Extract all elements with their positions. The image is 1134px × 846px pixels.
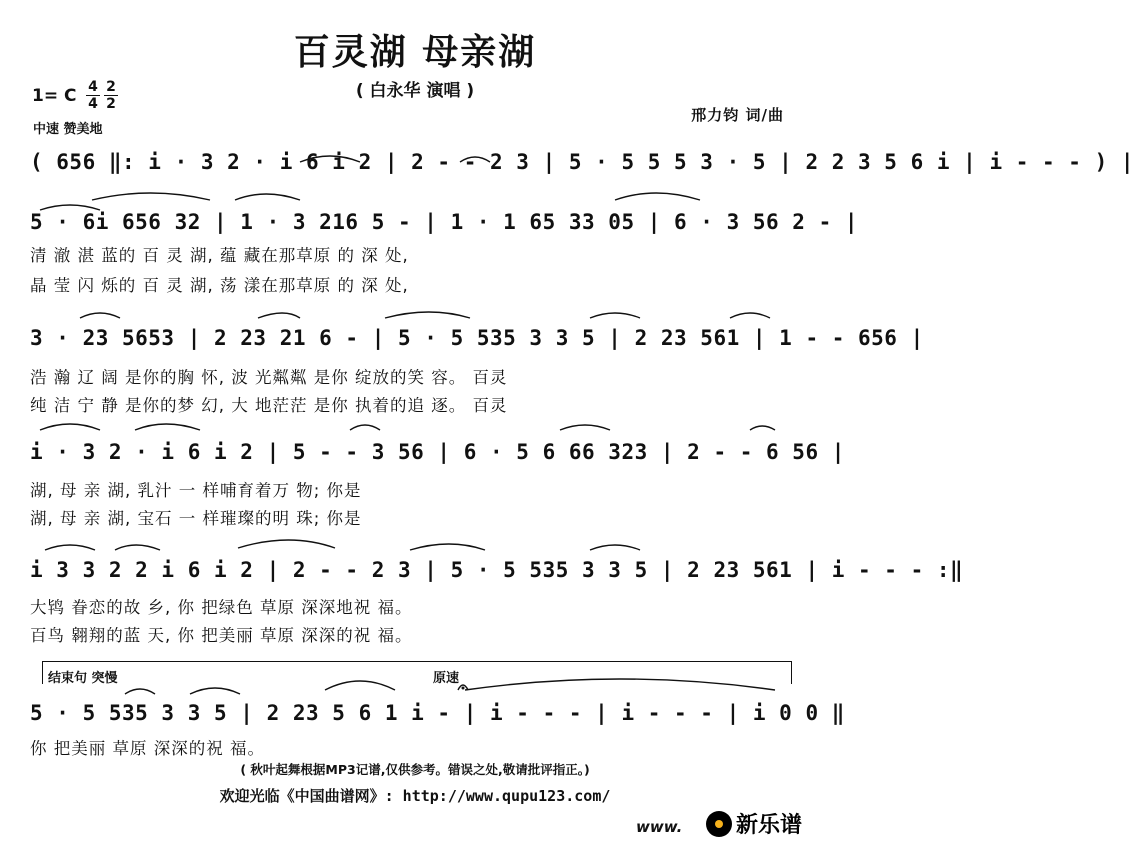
key-signature: 1= C	[32, 86, 77, 106]
site-welcome-line: 欢迎光临《中国曲谱网》: http://www.qupu123.com/	[219, 787, 611, 805]
tempo-marking: 中速 赞美地	[33, 122, 103, 137]
meter-2-4: $\frac{2}{2}$	[104, 80, 118, 111]
meter-4-4: $\frac{4}{4}$	[86, 80, 100, 111]
slur-row5-2	[190, 688, 240, 694]
lyric-verse1-row-2: 浩 瀚 辽 阔 是你的胸 怀, 波 光粼粼 是你 绽放的笑 容。 百灵	[30, 368, 508, 387]
slur-intro-2	[460, 157, 490, 162]
song-title: 百灵湖 母亲湖	[293, 32, 537, 73]
slur-row2-4	[590, 313, 640, 318]
composer-credit: 邢力钧 词/曲	[691, 106, 784, 124]
slur-row4-4	[410, 544, 485, 550]
slur-row4-3	[238, 540, 335, 548]
notation-row-2: 3 · 23 5653 | 2 23 21 6 - | 5 · 5 535 3 3 5 | 2 23 561 | 1 - - 656 |	[30, 326, 924, 350]
slur-row2-5	[730, 313, 770, 318]
slur-row2-1	[80, 313, 120, 318]
lyric-verse2-row-1: 晶 莹 闪 烁的 百 灵 湖, 荡 漾在那草原 的 深 处,	[30, 276, 409, 295]
slur-row2-3	[385, 312, 470, 318]
slur-row2-2	[258, 313, 300, 318]
slur-row4-2	[115, 545, 160, 550]
watermark-www: www.	[636, 818, 683, 836]
lyric-verse1-row-4: 大鸨 眷恋的故 乡, 你 把绿色 草原 深深地祝 福。	[30, 598, 413, 617]
slur-row1-2	[92, 193, 210, 200]
slur-row4-5	[590, 545, 640, 550]
notation-row-5: 5 · 5 535 3 3 5 | 2 23 5 6 1 i - | i - - - | i - - - | i 0 0 ‖	[30, 701, 845, 725]
transcription-note: ( 秋叶起舞根据MP3记谱,仅供参考。错误之处,敬请批评指正。)	[240, 762, 590, 777]
slur-row3-5	[750, 426, 775, 430]
slur-row1-3	[235, 194, 300, 200]
notation-row-3: i · 3 2 · i 6 i 2 | 5 - - 3 56 | 6 · 5 6 66 323 | 2 - - 6 56 |	[30, 440, 845, 464]
lyric-verse1-row-3: 湖, 母 亲 湖, 乳汁 一 样哺育着万 物; 你是	[30, 481, 362, 500]
slur-row4-1	[45, 545, 95, 550]
slur-row1-4	[615, 193, 700, 200]
slur-row1-1	[40, 205, 100, 210]
slur-row3-2	[135, 424, 200, 430]
lyric-verse1-row-1: 清 澈 湛 蓝的 百 灵 湖, 蕴 藏在那草原 的 深 处,	[30, 246, 409, 265]
lyric-row-5: 你 把美丽 草原 深深的祝 福。	[30, 739, 265, 758]
notation-row-intro: ( 656 ‖: i · 3 2 · i 6 i 2 | 2 - - 2 3 | 5 · 5 5 5 3 · 5 | 2 2 3 5 6 i | i - - - ) |	[30, 150, 1134, 174]
notation-row-1: 5 · 6i 656 32 | 1 · 3 216 5 - | 1 · 1 65 33 05 | 6 · 3 56 2 - |	[30, 210, 859, 234]
slur-row5-3	[325, 681, 395, 690]
lyric-verse2-row-2: 纯 洁 宁 静 是你的梦 幻, 大 地茫茫 是你 执着的追 逐。 百灵	[30, 396, 508, 415]
brand-name: 新乐谱	[736, 813, 803, 838]
notation-row-4: i 3 3 2 2 i 6 i 2 | 2 - - 2 3 | 5 · 5 535 3 3 5 | 2 23 561 | i - - - :‖	[30, 558, 964, 582]
lyric-verse2-row-3: 湖, 母 亲 湖, 宝石 一 样璀璨的明 珠; 你是	[30, 509, 362, 528]
performer-credit: ( 白永华 演唱 )	[355, 81, 475, 101]
slur-intro-1	[300, 156, 360, 162]
slur-row5-1	[125, 689, 155, 694]
slur-row3-3	[350, 425, 380, 430]
slur-row3-1	[40, 424, 100, 430]
slur-row5-4	[465, 679, 775, 690]
slur-row3-4	[560, 425, 610, 430]
lyric-verse2-row-4: 百鸟 翱翔的蓝 天, 你 把美丽 草原 深深的祝 福。	[30, 626, 413, 645]
a-tempo-label: 原速	[433, 671, 460, 686]
ending-phrase-label: 结束句 突慢	[48, 671, 118, 686]
